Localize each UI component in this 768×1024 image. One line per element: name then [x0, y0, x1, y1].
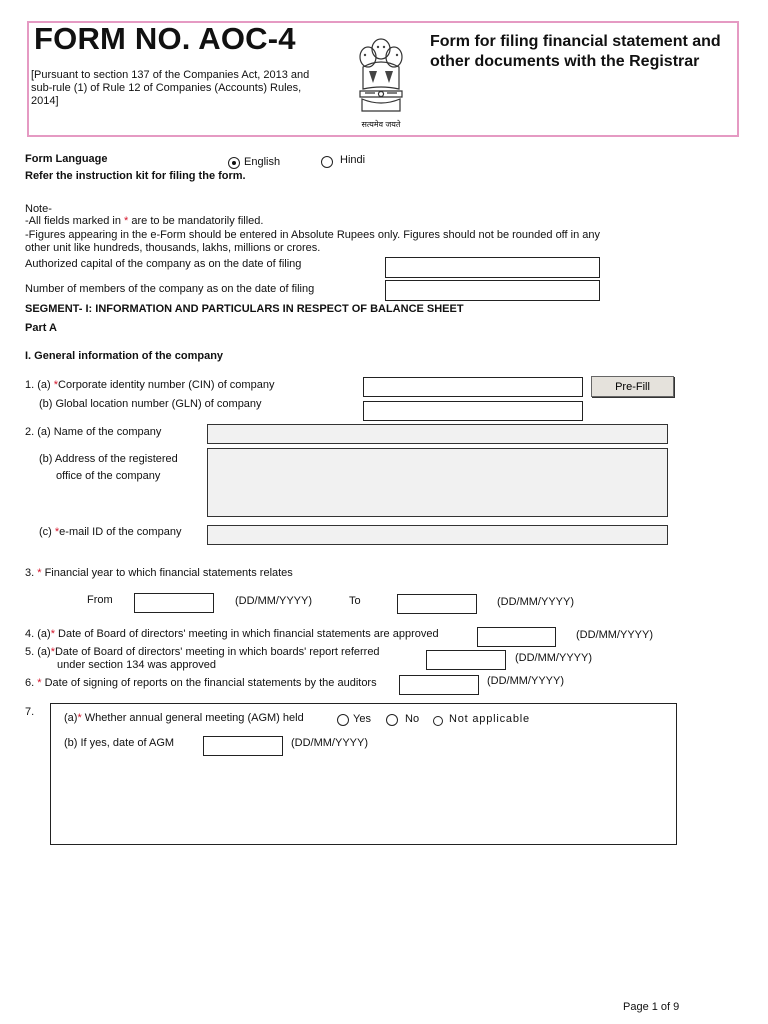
- members-label: Number of members of the company as on the date of filing: [25, 283, 315, 295]
- cin-input[interactable]: [363, 377, 583, 397]
- cin-label: 1. (a) *Corporate identity number (CIN) of company: [25, 379, 275, 391]
- agm-not-applicable-radio[interactable]: [433, 716, 443, 726]
- language-hindi-radio[interactable]: [321, 156, 333, 168]
- company-name-label: 2. (a) Name of the company: [25, 426, 162, 438]
- auditors-signing-date-input[interactable]: [399, 675, 479, 695]
- fy-to-format: (DD/MM/YYYY): [497, 596, 574, 608]
- agm-not-applicable-label: Not applicable: [449, 713, 530, 725]
- authorized-capital-label: Authorized capital of the company as on the date of filing: [25, 258, 302, 270]
- board-meeting-label: 4. (a)* Date of Board of directors' meeting in which financial statements are approved: [25, 628, 439, 640]
- agm-held-label: (a)* Whether annual general meeting (AGM) held: [64, 712, 304, 724]
- gln-label: (b) Global location number (GLN) of company: [39, 398, 262, 410]
- q7-number: 7.: [25, 706, 35, 718]
- language-english-radio[interactable]: [228, 157, 240, 169]
- note-line-3: other unit like hundreds, thousands, lakhs, millions or crores.: [25, 242, 321, 254]
- company-name-input[interactable]: [207, 424, 668, 444]
- address-label-line-2: office of the company: [56, 470, 161, 482]
- from-label: From: [87, 594, 113, 606]
- emblem-caption: सत्यमेव जयते: [361, 120, 401, 129]
- language-english-label: English: [244, 156, 281, 168]
- fy-from-format: (DD/MM/YYYY): [235, 595, 312, 607]
- boards-report-format: (DD/MM/YYYY): [515, 652, 592, 664]
- auditors-signing-label: 6. * Date of signing of reports on the financial statements by the auditors: [25, 677, 377, 689]
- instruction-text: Refer the instruction kit for filing the form.: [25, 170, 246, 182]
- agm-yes-radio[interactable]: [337, 714, 349, 726]
- language-hindi-label: Hindi: [340, 154, 366, 166]
- auditors-signing-format: (DD/MM/YYYY): [487, 675, 564, 687]
- financial-year-label: 3. * Financial year to which financial statements relates: [25, 567, 293, 579]
- authorized-capital-input[interactable]: [385, 257, 600, 278]
- agm-date-label: (b) If yes, date of AGM: [64, 737, 175, 749]
- members-input[interactable]: [385, 280, 600, 301]
- board-meeting-date-input[interactable]: [477, 627, 556, 647]
- ashoka-lion-icon: [351, 27, 411, 119]
- pursuant-text: [Pursuant to section 137 of the Companies Act, 2013 and sub-rule (1) of Rule 12 of Companies (Accounts) Rules, 2014]: [31, 69, 310, 107]
- email-input[interactable]: [207, 525, 668, 545]
- gln-input[interactable]: [363, 401, 583, 421]
- agm-yes-label: Yes: [353, 713, 371, 725]
- agm-date-format: (DD/MM/YYYY): [291, 737, 368, 749]
- email-label: (c) *e-mail ID of the company: [39, 526, 182, 538]
- page-number: Page 1 of 9: [623, 1001, 680, 1013]
- fy-from-input[interactable]: [134, 593, 214, 613]
- boards-report-label-line-1: 5. (a)*Date of Board of directors' meeting in which boards' report referred: [25, 646, 380, 658]
- form-language-label: Form Language: [25, 153, 108, 165]
- section-title: I. General information of the company: [25, 350, 224, 362]
- agm-date-input[interactable]: [203, 736, 283, 756]
- form-number: FORM NO. AOC-4: [34, 21, 296, 56]
- address-textarea[interactable]: [207, 448, 668, 517]
- segment-title: SEGMENT- I: INFORMATION AND PARTICULARS IN RESPECT OF BALANCE SHEET: [25, 303, 464, 315]
- boards-report-label-line-2: under section 134 was approved: [57, 659, 216, 671]
- national-emblem: [351, 27, 411, 133]
- agm-no-radio[interactable]: [386, 714, 398, 726]
- note-line-2: -Figures appearing in the e-Form should be entered in Absolute Rupees only. Figures should not be rounded off in any: [25, 229, 601, 241]
- form-title: Form for filing financial statement and other documents with the Registrar: [430, 33, 721, 70]
- part-title: Part A: [25, 322, 57, 334]
- fy-to-input[interactable]: [397, 594, 477, 614]
- agm-no-label: No: [405, 713, 420, 725]
- to-label: To: [349, 595, 361, 607]
- note-title: Note-: [25, 203, 52, 215]
- board-meeting-format: (DD/MM/YYYY): [576, 629, 653, 641]
- prefill-button[interactable]: Pre-Fill: [591, 376, 674, 397]
- form-header: [27, 21, 739, 137]
- boards-report-date-input[interactable]: [426, 650, 506, 670]
- note-line-1: -All fields marked in * are to be mandatorily filled.: [25, 215, 264, 227]
- address-label-line-1: (b) Address of the registered: [39, 453, 178, 465]
